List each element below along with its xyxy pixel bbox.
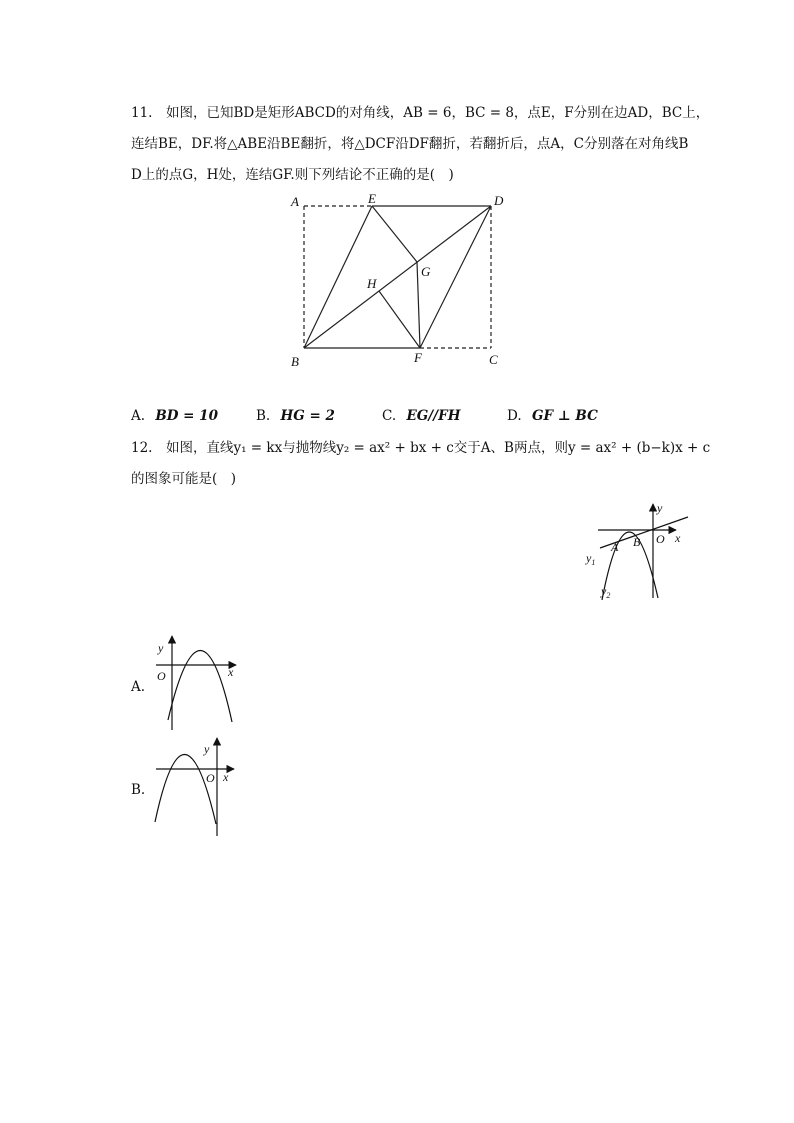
q12-option-b-y: y	[204, 742, 210, 756]
q12-option-a-graph[interactable]	[150, 628, 245, 738]
q11-label-f: F	[414, 350, 422, 365]
q12-label-x: x	[675, 531, 681, 545]
q12-label-y2: $y_2$	[601, 584, 611, 600]
q11-label-h: H	[367, 276, 377, 291]
q12-label-a: A	[611, 540, 619, 554]
q11-figure	[0, 0, 794, 380]
q11-label-d: D	[494, 193, 504, 208]
q12-option-a-label[interactable]: A.	[131, 679, 146, 695]
q11-label-a: A	[291, 194, 299, 209]
q11-label-e: E	[368, 191, 376, 206]
q12-option-b-o: O	[206, 771, 215, 785]
q12-option-a-x: x	[228, 665, 234, 679]
q11-option-b[interactable]: B. HG = 2	[256, 408, 335, 424]
q12-line-2: 的图象可能是( )	[131, 471, 237, 487]
q12-option-a-y: y	[158, 641, 164, 655]
q11-option-d[interactable]: D. GF ⊥ BC	[507, 408, 598, 424]
q11-label-c: C	[489, 352, 498, 367]
q11-label-g: G	[421, 264, 431, 279]
q11-option-a[interactable]: A. BD = 10	[131, 408, 218, 424]
q11-option-c[interactable]: C. EG//FH	[382, 408, 461, 424]
q12-label-y: y	[657, 501, 663, 515]
q12-figure	[580, 500, 700, 605]
q12-line-1: 12. 如图，直线y₁ = kx与抛物线y₂ = ax² + bx + c交于A、B两点，则y = ax² + (b−k)x + c	[131, 440, 711, 456]
q12-label-b: B	[633, 535, 641, 549]
q12-option-b-graph[interactable]	[150, 732, 245, 842]
q12-option-b-x: x	[223, 770, 229, 784]
q12-option-a-o: O	[157, 669, 166, 683]
q11-line-3: D上的点G，H处，连结GF.则下列结论不正确的是( )	[131, 167, 454, 183]
q11-label-b: B	[291, 354, 299, 369]
q12-label-o: O	[656, 532, 665, 546]
q11-line-2: 连结BE，DF.将△ABE沿BE翻折，将△DCF沿DF翻折，若翻折后，点A，C分别落在对角线B	[131, 136, 689, 152]
q12-label-y1: $y_1$	[586, 551, 596, 567]
q11-line-1: 11. 如图，已知BD是矩形ABCD的对角线，AB = 6，BC = 8，点E，F分别在边AD，BC上，	[131, 105, 710, 121]
q12-option-b-label[interactable]: B.	[131, 782, 146, 798]
